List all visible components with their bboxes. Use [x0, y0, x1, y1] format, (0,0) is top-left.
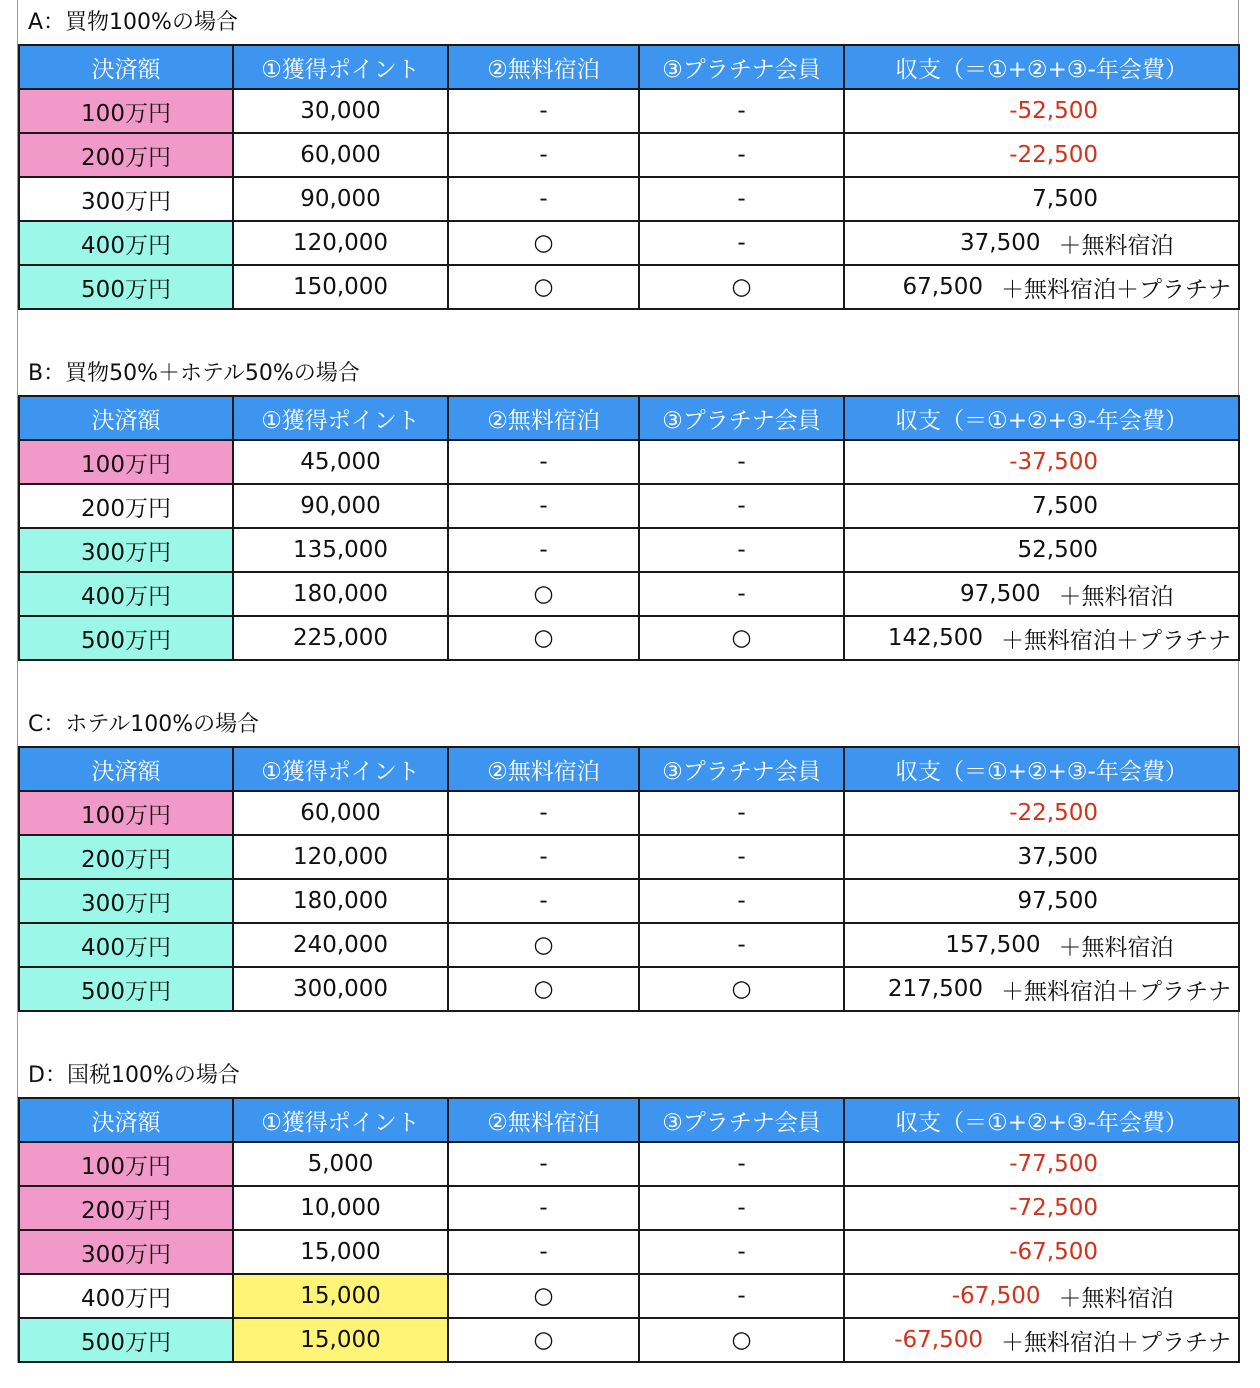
header-row	[19, 45, 1239, 89]
balance-cell	[844, 1186, 1239, 1230]
table-row	[19, 528, 1239, 572]
table-row	[19, 879, 1239, 923]
table-row	[19, 221, 1239, 265]
balance-cell	[844, 1230, 1239, 1274]
table-row	[19, 616, 1239, 660]
free-stay-cell: -	[448, 1142, 639, 1186]
amount-cell: 500万円	[19, 967, 233, 1011]
header-amount: 決済額	[19, 747, 233, 791]
platinum-cell: -	[639, 484, 844, 528]
amount-cell: 100万円	[19, 1142, 233, 1186]
platinum-cell: -	[639, 1274, 844, 1318]
balance-value: 52,500	[1017, 537, 1098, 564]
balance-cell	[844, 177, 1239, 221]
header-row	[19, 1098, 1239, 1142]
table-body	[19, 791, 1239, 1011]
free-stay-cell: -	[448, 89, 639, 133]
table-row	[19, 791, 1239, 835]
points-cell: 45,000	[233, 440, 448, 484]
section-title: A：買物100%の場合	[28, 10, 238, 35]
amount-cell: 400万円	[19, 221, 233, 265]
balance-value: -22,500	[1009, 142, 1098, 169]
balance-cell	[844, 265, 1239, 309]
amount-cell: 500万円	[19, 265, 233, 309]
balance-value: -67,500	[894, 1327, 983, 1353]
platinum-cell: -	[639, 1142, 844, 1186]
platinum-cell: -	[639, 879, 844, 923]
table-row	[19, 967, 1239, 1011]
free-stay-cell: ○	[448, 221, 639, 265]
balance-cell	[844, 572, 1239, 616]
amount-cell: 500万円	[19, 1318, 233, 1362]
points-cell: 240,000	[233, 923, 448, 967]
balance-cell	[844, 616, 1239, 660]
free-stay-cell: -	[448, 1186, 639, 1230]
result-table	[18, 395, 1240, 661]
free-stay-cell: ○	[448, 1274, 639, 1318]
header-amount: 決済額	[19, 45, 233, 89]
balance-note: ＋無料宿泊＋プラチナ	[1001, 1329, 1231, 1356]
points-cell: 15,000	[233, 1230, 448, 1274]
points-cell: 90,000	[233, 177, 448, 221]
free-stay-cell: -	[448, 791, 639, 835]
section-title: D：国税100%の場合	[28, 1063, 240, 1088]
table-body	[19, 440, 1239, 660]
header-platinum: ③プラチナ会員	[639, 45, 844, 89]
amount-cell: 400万円	[19, 923, 233, 967]
balance-cell	[844, 879, 1239, 923]
balance-value: 97,500	[960, 581, 1041, 607]
points-cell: 10,000	[233, 1186, 448, 1230]
scenario-section-b	[18, 351, 1238, 661]
platinum-cell: -	[639, 221, 844, 265]
table-row	[19, 835, 1239, 879]
header-points: ①獲得ポイント	[233, 396, 448, 440]
table-row	[19, 1186, 1239, 1230]
balance-value: 217,500	[887, 976, 983, 1002]
header-balance: 収支（＝①+②+③-年会費）	[844, 45, 1239, 89]
platinum-cell: -	[639, 177, 844, 221]
amount-cell: 300万円	[19, 1230, 233, 1274]
free-stay-cell: -	[448, 835, 639, 879]
header-platinum: ③プラチナ会員	[639, 1098, 844, 1142]
balance-cell	[844, 133, 1239, 177]
amount-cell: 200万円	[19, 133, 233, 177]
header-points: ①獲得ポイント	[233, 1098, 448, 1142]
points-cell: 30,000	[233, 89, 448, 133]
balance-cell	[844, 1274, 1239, 1318]
scenario-section-a	[18, 0, 1238, 310]
points-cell: 300,000	[233, 967, 448, 1011]
platinum-cell: -	[639, 572, 844, 616]
amount-cell: 300万円	[19, 879, 233, 923]
points-cell: 180,000	[233, 879, 448, 923]
amount-cell: 200万円	[19, 835, 233, 879]
free-stay-cell: -	[448, 177, 639, 221]
balance-value: -22,500	[1009, 800, 1098, 827]
table-row	[19, 89, 1239, 133]
points-cell: 60,000	[233, 791, 448, 835]
balance-value: -67,500	[1009, 1239, 1098, 1266]
free-stay-cell: -	[448, 484, 639, 528]
platinum-cell: -	[639, 835, 844, 879]
free-stay-cell: -	[448, 528, 639, 572]
balance-cell	[844, 967, 1239, 1011]
table-row	[19, 572, 1239, 616]
balance-note: ＋無料宿泊＋プラチナ	[1001, 978, 1231, 1005]
scenario-section-d	[18, 1053, 1238, 1363]
points-cell: 5,000	[233, 1142, 448, 1186]
balance-cell	[844, 1142, 1239, 1186]
balance-cell	[844, 923, 1239, 967]
platinum-cell: -	[639, 440, 844, 484]
balance-value: 67,500	[902, 274, 983, 300]
table-row	[19, 440, 1239, 484]
platinum-cell: ○	[639, 1318, 844, 1362]
platinum-cell: -	[639, 528, 844, 572]
amount-cell: 200万円	[19, 1186, 233, 1230]
free-stay-cell: ○	[448, 572, 639, 616]
free-stay-cell: -	[448, 1230, 639, 1274]
header-points: ①獲得ポイント	[233, 747, 448, 791]
header-balance: 収支（＝①+②+③-年会費）	[844, 1098, 1239, 1142]
amount-cell: 400万円	[19, 572, 233, 616]
balance-cell	[844, 1318, 1239, 1362]
free-stay-cell: ○	[448, 265, 639, 309]
platinum-cell: -	[639, 1230, 844, 1274]
scenario-section-c	[18, 702, 1238, 1012]
balance-cell	[844, 89, 1239, 133]
balance-cell	[844, 221, 1239, 265]
table-row	[19, 923, 1239, 967]
platinum-cell: -	[639, 89, 844, 133]
balance-value: -52,500	[1009, 98, 1098, 125]
balance-value: 142,500	[887, 625, 983, 651]
section-title: C：ホテル100%の場合	[28, 712, 260, 737]
platinum-cell: -	[639, 791, 844, 835]
header-balance: 収支（＝①+②+③-年会費）	[844, 747, 1239, 791]
balance-value: 7,500	[1032, 186, 1098, 213]
table-row	[19, 133, 1239, 177]
balance-value: 97,500	[1017, 888, 1098, 915]
header-balance: 収支（＝①+②+③-年会費）	[844, 396, 1239, 440]
header-amount: 決済額	[19, 1098, 233, 1142]
balance-value: -77,500	[1009, 1151, 1098, 1178]
free-stay-cell: ○	[448, 923, 639, 967]
free-stay-cell: ○	[448, 1318, 639, 1362]
balance-value: -67,500	[951, 1283, 1041, 1309]
table-row	[19, 265, 1239, 309]
balance-note: ＋無料宿泊	[1058, 232, 1174, 259]
balance-note: ＋無料宿泊	[1058, 934, 1174, 961]
header-row	[19, 396, 1239, 440]
free-stay-cell: -	[448, 440, 639, 484]
table-row	[19, 1318, 1239, 1362]
table-row	[19, 1142, 1239, 1186]
amount-cell: 500万円	[19, 616, 233, 660]
result-table	[18, 746, 1240, 1012]
amount-cell: 100万円	[19, 791, 233, 835]
result-table	[18, 44, 1240, 310]
balance-value: 7,500	[1032, 493, 1098, 520]
balance-value: 37,500	[960, 230, 1041, 256]
header-platinum: ③プラチナ会員	[639, 396, 844, 440]
platinum-cell: ○	[639, 967, 844, 1011]
free-stay-cell: ○	[448, 967, 639, 1011]
header-platinum: ③プラチナ会員	[639, 747, 844, 791]
table-body	[19, 1142, 1239, 1362]
table-row	[19, 484, 1239, 528]
table-row	[19, 1230, 1239, 1274]
amount-cell: 300万円	[19, 177, 233, 221]
platinum-cell: -	[639, 133, 844, 177]
section-title: B：買物50%＋ホテル50%の場合	[28, 361, 360, 386]
free-stay-cell: -	[448, 879, 639, 923]
balance-cell	[844, 791, 1239, 835]
amount-cell: 300万円	[19, 528, 233, 572]
balance-cell	[844, 440, 1239, 484]
header-free-stay: ②無料宿泊	[448, 1098, 639, 1142]
platinum-cell: ○	[639, 265, 844, 309]
balance-value: 157,500	[945, 932, 1041, 958]
free-stay-cell: -	[448, 133, 639, 177]
header-free-stay: ②無料宿泊	[448, 747, 639, 791]
points-cell: 120,000	[233, 221, 448, 265]
header-row	[19, 747, 1239, 791]
points-cell: 225,000	[233, 616, 448, 660]
points-cell: 15,000	[233, 1318, 448, 1362]
balance-value: -37,500	[1009, 449, 1098, 476]
points-cell: 90,000	[233, 484, 448, 528]
balance-note: ＋無料宿泊＋プラチナ	[1001, 276, 1231, 303]
points-cell: 180,000	[233, 572, 448, 616]
balance-cell	[844, 528, 1239, 572]
balance-note: ＋無料宿泊	[1058, 1285, 1174, 1312]
balance-value: -72,500	[1009, 1195, 1098, 1222]
balance-note: ＋無料宿泊＋プラチナ	[1001, 627, 1231, 654]
table-body	[19, 89, 1239, 309]
amount-cell: 100万円	[19, 440, 233, 484]
result-table	[18, 1097, 1240, 1363]
points-cell: 135,000	[233, 528, 448, 572]
points-cell: 15,000	[233, 1274, 448, 1318]
table-row	[19, 1274, 1239, 1318]
amount-cell: 400万円	[19, 1274, 233, 1318]
points-cell: 60,000	[233, 133, 448, 177]
points-cell: 150,000	[233, 265, 448, 309]
amount-cell: 200万円	[19, 484, 233, 528]
header-amount: 決済額	[19, 396, 233, 440]
balance-note: ＋無料宿泊	[1058, 583, 1174, 610]
free-stay-cell: ○	[448, 616, 639, 660]
platinum-cell: -	[639, 1186, 844, 1230]
header-free-stay: ②無料宿泊	[448, 396, 639, 440]
header-points: ①獲得ポイント	[233, 45, 448, 89]
table-row	[19, 177, 1239, 221]
platinum-cell: ○	[639, 616, 844, 660]
balance-cell	[844, 835, 1239, 879]
amount-cell: 100万円	[19, 89, 233, 133]
balance-value: 37,500	[1017, 844, 1098, 871]
platinum-cell: -	[639, 923, 844, 967]
balance-cell	[844, 484, 1239, 528]
header-free-stay: ②無料宿泊	[448, 45, 639, 89]
points-cell: 120,000	[233, 835, 448, 879]
